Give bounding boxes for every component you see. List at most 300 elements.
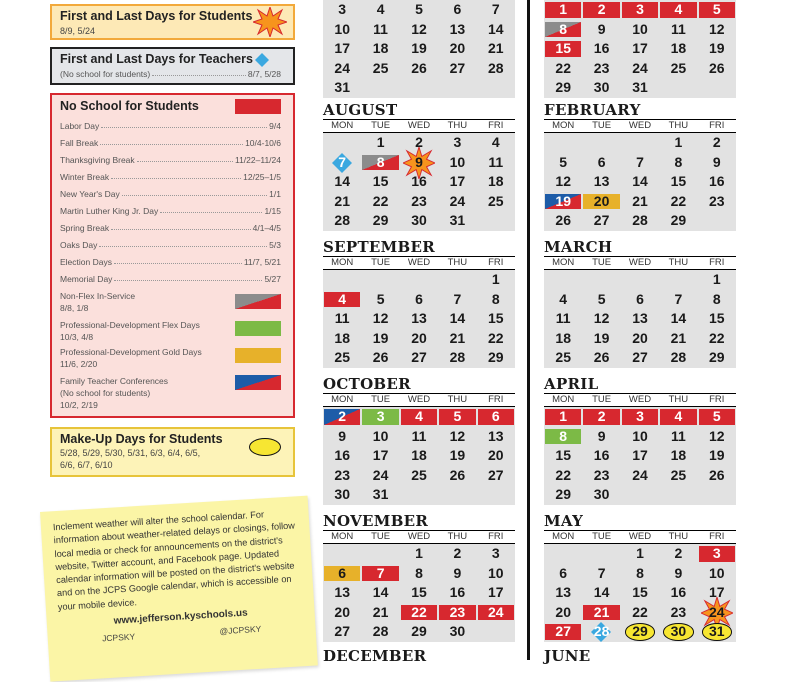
date-number: 29 [555,486,571,503]
date-cell [621,153,659,173]
weekday-label: WED [407,531,431,542]
date-grid [323,544,515,642]
date-cell [659,348,697,368]
date-cell [400,427,438,447]
date-cell [544,78,582,98]
weekday-label: THU [668,531,689,542]
no-school-item-label: Thanksgiving Break [60,155,135,165]
weekday-label: FRI [709,531,725,542]
weekday-header [323,119,515,133]
date-number: 31 [632,79,648,96]
date-number: 21 [593,603,610,620]
date-cell [582,564,620,584]
date-number: 20 [593,192,610,209]
date-cell [400,348,438,368]
date-number: 18 [555,329,571,346]
date-number: 7 [597,564,606,581]
date-cell [400,20,438,40]
date-cell [400,0,438,20]
date-cell [323,485,361,505]
date-number: 20 [632,329,648,346]
date-number: 7 [491,1,500,17]
date-number: 5 [712,408,721,424]
date-number: 9 [674,564,683,581]
date-cell [582,329,620,349]
date-cell [544,564,582,584]
calendar-february [544,102,736,231]
date-number: 1 [559,408,568,424]
date-cell [400,564,438,584]
week-row [544,0,736,20]
date-number: 22 [411,603,427,620]
weather-note-text: Inclement weather will alter the school calendar. For information about weather-related delays or closings, follow local media or check for announcements on the district's website, Twitter account, and Facebook page. Updated calendar information will be posted on the district's website and on the JCPS Google calendar, which is accessible on your mobile device. [52,509,296,612]
date-number: 26 [372,349,389,366]
week-row [544,407,736,427]
date-cell [323,348,361,368]
date-cell [477,20,515,40]
date-number: 3 [636,1,644,17]
date-cell [323,583,361,603]
date-number: 2 [674,545,683,561]
date-cell [477,153,515,173]
date-cell [544,485,582,505]
week-row [323,466,515,486]
week-row [323,211,515,231]
date-number: 16 [449,584,466,601]
date-cell [659,544,697,564]
date-cell [323,20,361,40]
no-school-item-label: Spring Break [60,223,110,233]
date-number: 5 [597,290,606,307]
date-number: 27 [555,623,571,640]
date-number: 21 [449,329,466,346]
date-cell [582,192,620,212]
leader-dots [137,155,233,162]
date-cell [582,407,620,427]
date-cell [544,211,582,231]
date-cell [544,309,582,329]
date-number: 6 [453,1,462,17]
leader-dots [114,274,262,281]
date-number: 15 [411,584,427,601]
date-cell [477,564,515,584]
date-cell [477,133,515,153]
date-cell [544,544,582,564]
month-title: NOVEMBER [323,512,429,530]
date-number: 8 [376,153,385,170]
date-cell [361,622,399,642]
date-number: 12 [449,427,466,444]
date-number: 27 [334,623,350,640]
weekday-header [323,393,515,407]
date-number: 29 [708,349,725,366]
date-number: 26 [449,466,466,483]
week-row [323,446,515,466]
date-cell [361,20,399,40]
no-school-item-label: Martin Luther King Jr. Day [60,206,159,216]
week-row [544,329,736,349]
date-grid [323,133,515,231]
date-number: 22 [487,329,504,346]
date-grid [544,270,736,368]
date-cell [582,270,620,290]
date-cell [400,603,438,623]
weekday-label: FRI [709,394,725,405]
date-number: 19 [708,40,725,57]
date-cell [400,329,438,349]
weekday-label: WED [628,394,652,405]
week-row [323,407,515,427]
date-cell [361,348,399,368]
date-cell [438,39,476,59]
date-cell [698,348,736,368]
legend-makeup-line1: 5/28, 5/29, 5/30, 5/31, 6/3, 6/4, 6/5, [60,448,201,458]
date-number: 10 [449,153,466,170]
date-number: 16 [708,173,725,190]
date-number: 1 [559,1,568,17]
calendar-august [323,102,515,231]
date-cell [323,290,361,310]
date-number: 30 [593,486,610,503]
week-row [544,544,736,564]
date-cell [659,603,697,623]
no-school-item [60,223,281,233]
date-number: 10 [708,564,725,581]
date-cell [544,603,582,623]
date-cell [659,59,697,79]
weekday-header [544,393,736,407]
date-number: 20 [487,447,504,464]
date-cell [477,211,515,231]
date-number: 2 [415,134,423,150]
date-cell [361,39,399,59]
date-cell [400,622,438,642]
date-cell [698,290,736,310]
date-cell [323,172,361,192]
date-cell [544,290,582,310]
date-cell [477,348,515,368]
date-number: 24 [708,603,725,620]
date-cell [621,59,659,79]
week-row [323,192,515,212]
no-school-item-date: 1/1 [269,189,281,199]
month-title: MAY [544,512,584,530]
date-cell [477,603,515,623]
date-cell [477,290,515,310]
date-cell [477,583,515,603]
date-number: 7 [338,153,347,170]
date-cell [621,192,659,212]
date-cell [323,39,361,59]
date-number: 29 [372,212,389,229]
date-cell [582,78,620,98]
date-cell [477,270,515,290]
leader-dots [111,172,241,179]
date-cell [621,0,659,20]
date-number: 21 [372,603,389,620]
date-number: 4 [674,408,683,424]
date-cell [400,270,438,290]
date-cell [361,485,399,505]
date-cell [323,153,361,173]
month-title: MARCH [544,238,613,256]
week-row [544,78,736,98]
date-cell [659,622,697,642]
date-number: 5 [559,153,568,170]
date-cell [621,270,659,290]
date-number: 16 [593,447,610,464]
date-cell [698,485,736,505]
date-cell [361,0,399,20]
date-number: 30 [449,623,466,640]
date-number: 20 [411,329,427,346]
weekday-label: TUE [371,531,391,542]
no-school-item [60,274,281,284]
date-cell [400,78,438,98]
date-cell [323,329,361,349]
legend-makeup-box [50,427,295,477]
date-number: 14 [449,310,466,327]
weekday-label: MON [331,257,354,268]
date-cell [698,446,736,466]
date-cell [477,544,515,564]
legend-makeup-title: Make-Up Days for Students [60,432,223,446]
week-row [323,153,515,173]
date-number: 5 [376,290,385,307]
date-number: 8 [712,290,721,307]
no-school-item-date: 5/27 [264,274,281,284]
date-cell [361,78,399,98]
date-cell [621,544,659,564]
date-number: 14 [593,584,610,601]
date-cell [477,407,515,427]
date-cell [698,427,736,447]
date-number: 15 [632,584,648,601]
ftc-label: Family Teacher Conferences [60,376,169,386]
date-cell [544,0,582,20]
date-cell [698,603,736,623]
no-school-item-label: Labor Day [60,121,100,131]
date-cell [438,290,476,310]
no-school-item-date: 11/7, 5/21 [243,257,281,267]
week-row [323,0,515,20]
date-number: 2 [597,408,606,424]
non-flex-label: Non-Flex In-Service [60,291,136,301]
date-number: 27 [411,349,427,366]
date-number: 1 [376,134,385,150]
weekday-label: THU [447,531,468,542]
weekday-label: THU [447,257,468,268]
date-cell [621,466,659,486]
date-number: 11 [670,427,686,444]
week-row [323,583,515,603]
twitter-handle[interactable]: @JCPSKY [219,624,262,637]
date-cell [544,39,582,59]
date-cell [621,78,659,98]
date-cell [477,192,515,212]
month-title: FEBRUARY [544,101,641,119]
date-number: 19 [593,329,610,346]
date-number: 19 [411,40,427,57]
district-url-link[interactable]: www.jefferson.kyschools.us [113,607,248,627]
date-number: 25 [487,192,504,209]
week-row [323,309,515,329]
week-row [323,564,515,584]
calendar-october [323,376,515,505]
weekday-label: WED [628,120,652,131]
date-cell [582,348,620,368]
date-number: 17 [632,40,648,57]
date-number: 8 [559,20,568,37]
weekday-label: THU [447,120,468,131]
date-cell [544,446,582,466]
date-cell [698,466,736,486]
weekday-label: MON [331,394,354,405]
pd-gold-legend [60,346,202,370]
date-cell [438,211,476,231]
date-number: 28 [372,623,389,640]
calendar-september [323,239,515,368]
date-number: 23 [593,466,610,483]
weekday-label: THU [447,394,468,405]
weekday-header [544,256,736,270]
no-school-item [60,121,281,131]
week-row [544,290,736,310]
weekday-label: TUE [371,394,391,405]
date-cell [659,153,697,173]
month-title: AUGUST [323,101,398,119]
date-number: 14 [372,584,389,601]
date-cell [323,407,361,427]
ftc-dates: 10/2, 2/19 [60,400,98,410]
date-cell [477,172,515,192]
no-school-item-label: Fall Break [60,138,99,148]
date-number: 13 [487,427,504,444]
date-number: 26 [555,212,571,229]
date-cell [438,0,476,20]
date-cell [361,583,399,603]
date-number: 8 [415,564,423,581]
date-cell [361,153,399,173]
pd-gold-dates: 11/6, 2/20 [60,359,98,369]
date-number: 12 [708,20,725,37]
date-number: 14 [632,173,648,190]
date-cell [659,564,697,584]
month-title: SEPTEMBER [323,238,436,256]
date-number: 17 [372,447,389,464]
date-cell [323,192,361,212]
date-number: 16 [670,584,687,601]
weekday-label: THU [668,120,689,131]
date-cell [438,583,476,603]
date-cell [361,133,399,153]
non-flex-swatch [235,294,281,309]
date-number: 26 [708,466,725,483]
date-number: 30 [334,486,350,503]
date-cell [323,622,361,642]
ftc-legend [60,375,168,411]
weekday-label: MON [552,531,575,542]
week-row [544,270,736,290]
month-title: APRIL [544,375,599,393]
week-row [544,133,736,153]
date-cell [621,583,659,603]
date-cell [477,78,515,98]
legend-no-school-box [50,93,295,418]
date-grid [323,0,515,98]
date-number: 21 [670,329,687,346]
date-number: 16 [334,447,350,464]
no-school-swatch [235,99,281,114]
date-cell [361,466,399,486]
date-cell [659,192,697,212]
no-school-item-date: 5/3 [269,240,281,250]
date-number: 20 [555,603,571,620]
date-cell [361,564,399,584]
weekday-label: FRI [709,120,725,131]
date-number: 11 [373,20,388,37]
date-number: 10 [632,427,648,444]
no-school-item-date: 10/4-10/6 [245,138,281,148]
date-number: 8 [636,564,644,581]
date-cell [698,78,736,98]
date-cell [582,172,620,192]
date-number: 25 [555,349,571,366]
date-number: 12 [372,310,389,327]
date-cell [582,485,620,505]
weekday-label: FRI [709,257,725,268]
week-row [544,172,736,192]
weekday-label: FRI [488,394,504,405]
weekday-label: TUE [592,394,612,405]
date-grid [323,407,515,505]
date-number: 6 [636,290,644,307]
week-row [323,20,515,40]
date-cell [621,603,659,623]
date-number: 14 [334,173,350,190]
no-school-item [60,257,281,267]
date-cell [361,172,399,192]
non-flex-legend [60,290,135,314]
date-number: 26 [593,349,610,366]
date-number: 18 [372,40,389,57]
date-cell [400,485,438,505]
no-school-item-label: Memorial Day [60,274,113,284]
date-cell [698,211,736,231]
weekday-label: TUE [371,257,391,268]
date-cell [659,583,697,603]
date-number: 16 [593,40,610,57]
date-number: 10 [334,20,350,37]
date-number: 23 [411,192,427,209]
date-cell [582,544,620,564]
date-number: 15 [708,310,725,327]
facebook-handle[interactable]: JCPSKY [101,631,136,644]
date-number: 14 [487,20,504,37]
date-cell [400,39,438,59]
date-cell [438,427,476,447]
legend-makeup-line2: 6/6, 6/7, 6/10 [60,460,113,470]
no-school-item [60,155,281,165]
date-number: 24 [334,59,350,76]
pd-gold-swatch [235,348,281,363]
date-cell [698,0,736,20]
weekday-label: WED [407,257,431,268]
date-number: 1 [491,271,500,287]
leader-dots [111,223,250,230]
date-number: 4 [491,134,500,150]
date-cell [698,20,736,40]
